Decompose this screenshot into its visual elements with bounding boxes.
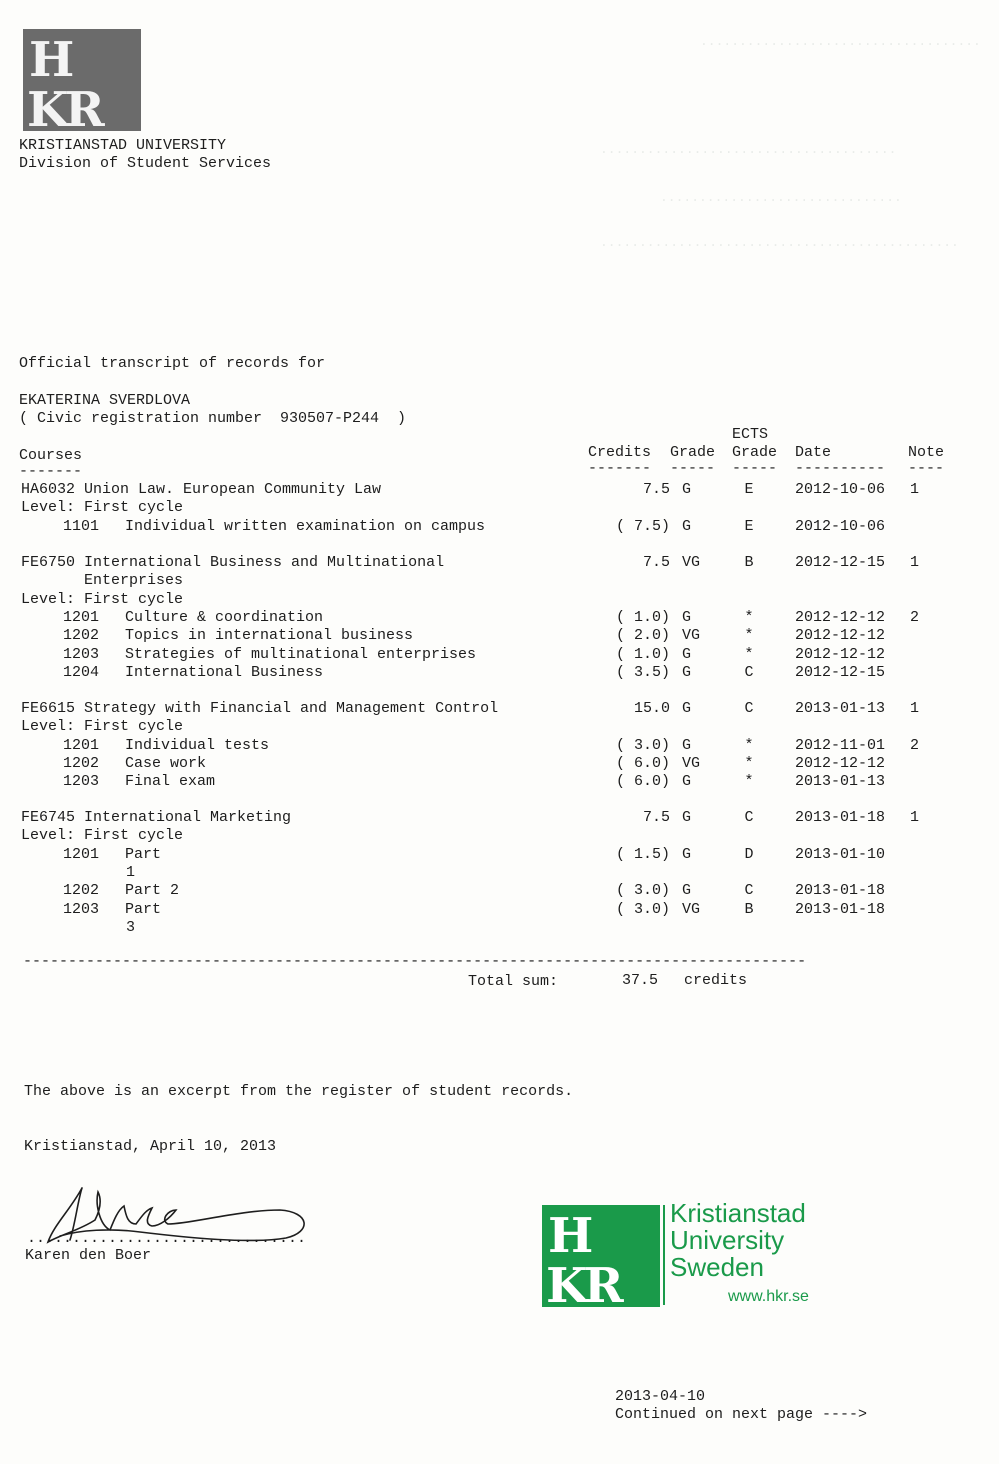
module-date: 2013-01-18 xyxy=(795,882,886,900)
course-title: Enterprises xyxy=(21,572,184,590)
col-header-credits: Credits xyxy=(588,444,652,461)
module-name: Case work xyxy=(125,754,207,772)
header-rule: ----- xyxy=(670,460,716,477)
header-rule: ---- xyxy=(908,460,945,477)
course-credits: 7.5 xyxy=(642,809,670,826)
module-credits: ( 2.0) xyxy=(615,627,670,645)
header-rule: ---------- xyxy=(795,460,886,477)
module-date: 2012-10-06 xyxy=(795,517,886,535)
hkr-green-logo-icon xyxy=(542,1205,660,1307)
module-ects-grade: E xyxy=(744,517,754,535)
module-note: 2 xyxy=(910,736,920,754)
total-value: 37.5 xyxy=(622,972,659,989)
course-grade: VG xyxy=(682,554,701,571)
module-name: Topics in international business xyxy=(125,627,414,645)
module-grade: G xyxy=(682,608,692,626)
module-date: 2012-12-12 xyxy=(795,608,886,626)
excerpt-statement: The above is an excerpt from the register of student records. xyxy=(24,1083,574,1100)
show-through-text: .............................................. xyxy=(600,235,959,250)
module-ects-grade: B xyxy=(744,900,754,918)
module-credits: ( 3.0) xyxy=(615,900,670,918)
course-ects-grade: B xyxy=(744,554,754,571)
course-grade: G xyxy=(682,809,692,826)
module-code: 1203 xyxy=(63,773,100,791)
show-through-text: ............................... xyxy=(660,190,902,205)
module-code: 1204 xyxy=(63,663,100,681)
module-name: International Business xyxy=(125,663,324,681)
col-header-courses: Courses xyxy=(19,447,83,464)
brand-line-1: Kristianstad xyxy=(670,1198,806,1228)
course-date: 2013-01-18 xyxy=(795,809,886,826)
col-header-ects-top: ECTS xyxy=(732,426,769,443)
col-header-grade: Grade xyxy=(670,444,716,461)
continued-note: Continued on next page ----> xyxy=(615,1406,868,1423)
module-name: Individual written examination on campus xyxy=(125,517,486,535)
svg-text:H: H xyxy=(548,1208,594,1264)
module-credits: ( 3.0) xyxy=(615,736,670,754)
brand-line-2: University xyxy=(670,1225,785,1255)
module-ects-grade: * xyxy=(744,773,754,791)
brand-line-3: Sweden xyxy=(670,1252,764,1282)
module-grade: G xyxy=(682,736,692,754)
course-title: FE6750 International Business and Multinational xyxy=(21,554,445,571)
header-rule: ------- xyxy=(588,460,652,477)
stamp-date: 2013-04-10 xyxy=(615,1388,706,1405)
svg-text:KR: KR xyxy=(27,82,101,131)
module-grade: VG xyxy=(682,627,701,645)
total-rule: --------------------------------------------------------------------------------------- xyxy=(23,953,807,970)
brand-divider xyxy=(663,1205,665,1305)
course-note: 1 xyxy=(910,700,920,717)
module-credits: ( 1.0) xyxy=(615,608,670,626)
module-grade: G xyxy=(682,773,692,791)
header-rule: ------- xyxy=(19,463,83,480)
col-header-ects-grade: Grade xyxy=(732,444,778,461)
module-date: 2013-01-10 xyxy=(795,845,886,863)
module-credits: ( 3.5) xyxy=(615,663,670,681)
module-credits: ( 1.5) xyxy=(615,845,670,863)
student-name: EKATERINA SVERDLOVA xyxy=(19,392,191,409)
module-date: 2012-12-12 xyxy=(795,627,886,645)
module-name: Individual tests xyxy=(125,736,270,754)
course-title: HA6032 Union Law. European Community Law xyxy=(21,481,382,498)
module-ects-grade: * xyxy=(744,608,754,626)
course-ects-grade: C xyxy=(744,700,754,717)
show-through-text: .................................... xyxy=(700,34,981,49)
module-date: 2013-01-18 xyxy=(795,900,886,918)
course-date: 2012-12-15 xyxy=(795,554,886,571)
module-date: 2012-11-01 xyxy=(795,736,886,754)
module-ects-grade: C xyxy=(744,882,754,900)
module-grade: G xyxy=(682,517,692,535)
course-level: Level: First cycle xyxy=(21,718,184,736)
module-ects-grade: C xyxy=(744,663,754,681)
course-date: 2012-10-06 xyxy=(795,481,886,498)
module-code: 1201 xyxy=(63,845,100,863)
col-header-note: Note xyxy=(908,444,945,461)
module-code: 1201 xyxy=(63,736,100,754)
module-grade: G xyxy=(682,663,692,681)
course-grade: G xyxy=(682,700,692,717)
module-name: Part 2 xyxy=(125,882,180,900)
module-date: 2013-01-13 xyxy=(795,773,886,791)
module-grade: VG xyxy=(682,900,701,918)
course-credits: 15.0 xyxy=(633,700,670,717)
module-ects-grade: * xyxy=(744,645,754,663)
col-header-date: Date xyxy=(795,444,832,461)
total-unit: credits xyxy=(684,972,748,989)
course-credits: 7.5 xyxy=(642,554,670,571)
course-ects-grade: C xyxy=(744,809,754,826)
module-ects-grade: * xyxy=(744,754,754,772)
module-date: 2012-12-15 xyxy=(795,663,886,681)
course-level: Level: First cycle xyxy=(21,590,184,608)
module-name: Part xyxy=(125,845,162,863)
header-rule: ----- xyxy=(732,460,778,477)
module-name: Culture & coordination xyxy=(125,608,324,626)
module-name: Final exam xyxy=(125,773,216,791)
module-name: Part xyxy=(125,900,162,918)
transcript-intro: Official transcript of records for xyxy=(19,355,326,372)
division-name: Division of Student Services xyxy=(19,155,272,172)
course-title: FE6615 Strategy with Financial and Management Control xyxy=(21,700,499,717)
module-credits: ( 1.0) xyxy=(615,645,670,663)
signatory-name: Karen den Boer xyxy=(25,1247,152,1264)
module-name: 3 xyxy=(126,918,136,936)
total-label: Total sum: xyxy=(468,973,559,990)
module-ects-grade: * xyxy=(744,736,754,754)
course-level: Level: First cycle xyxy=(21,499,184,517)
signature-dotted-line: ............................... xyxy=(27,1230,307,1247)
course-grade: G xyxy=(682,481,692,498)
module-code: 1203 xyxy=(63,900,100,918)
course-credits: 7.5 xyxy=(642,481,670,498)
course-level: Level: First cycle xyxy=(21,827,184,845)
hkr-logo-icon xyxy=(23,29,141,131)
brand-url: www.hkr.se xyxy=(728,1288,809,1305)
place-and-date: Kristianstad, April 10, 2013 xyxy=(24,1138,277,1155)
module-code: 1201 xyxy=(63,608,100,626)
university-name: KRISTIANSTAD UNIVERSITY xyxy=(19,137,227,154)
module-credits: ( 3.0) xyxy=(615,882,670,900)
module-grade: G xyxy=(682,882,692,900)
module-date: 2012-12-12 xyxy=(795,645,886,663)
module-code: 1202 xyxy=(63,627,100,645)
module-code: 1202 xyxy=(63,882,100,900)
module-code: 1202 xyxy=(63,754,100,772)
course-date: 2013-01-13 xyxy=(795,700,886,717)
course-note: 1 xyxy=(910,554,920,571)
module-note: 2 xyxy=(910,608,920,626)
module-code: 1203 xyxy=(63,645,100,663)
module-credits: ( 6.0) xyxy=(615,773,670,791)
module-credits: ( 6.0) xyxy=(615,754,670,772)
course-ects-grade: E xyxy=(744,481,754,498)
show-through-text: ...................................... xyxy=(600,142,897,157)
svg-text:H: H xyxy=(29,32,75,88)
module-name: Strategies of multinational enterprises xyxy=(125,645,477,663)
module-date: 2012-12-12 xyxy=(795,754,886,772)
module-ects-grade: D xyxy=(744,845,754,863)
module-grade: G xyxy=(682,645,692,663)
course-title: FE6745 International Marketing xyxy=(21,809,292,826)
module-ects-grade: * xyxy=(744,627,754,645)
module-code: 1101 xyxy=(63,517,100,535)
svg-text:KR: KR xyxy=(546,1258,620,1307)
module-grade: G xyxy=(682,845,692,863)
course-note: 1 xyxy=(910,481,920,498)
module-name: 1 xyxy=(126,863,136,881)
module-credits: ( 7.5) xyxy=(615,517,670,535)
civic-registration: ( Civic registration number 930507-P244 ) xyxy=(19,410,407,427)
module-grade: VG xyxy=(682,754,701,772)
course-note: 1 xyxy=(910,809,920,826)
